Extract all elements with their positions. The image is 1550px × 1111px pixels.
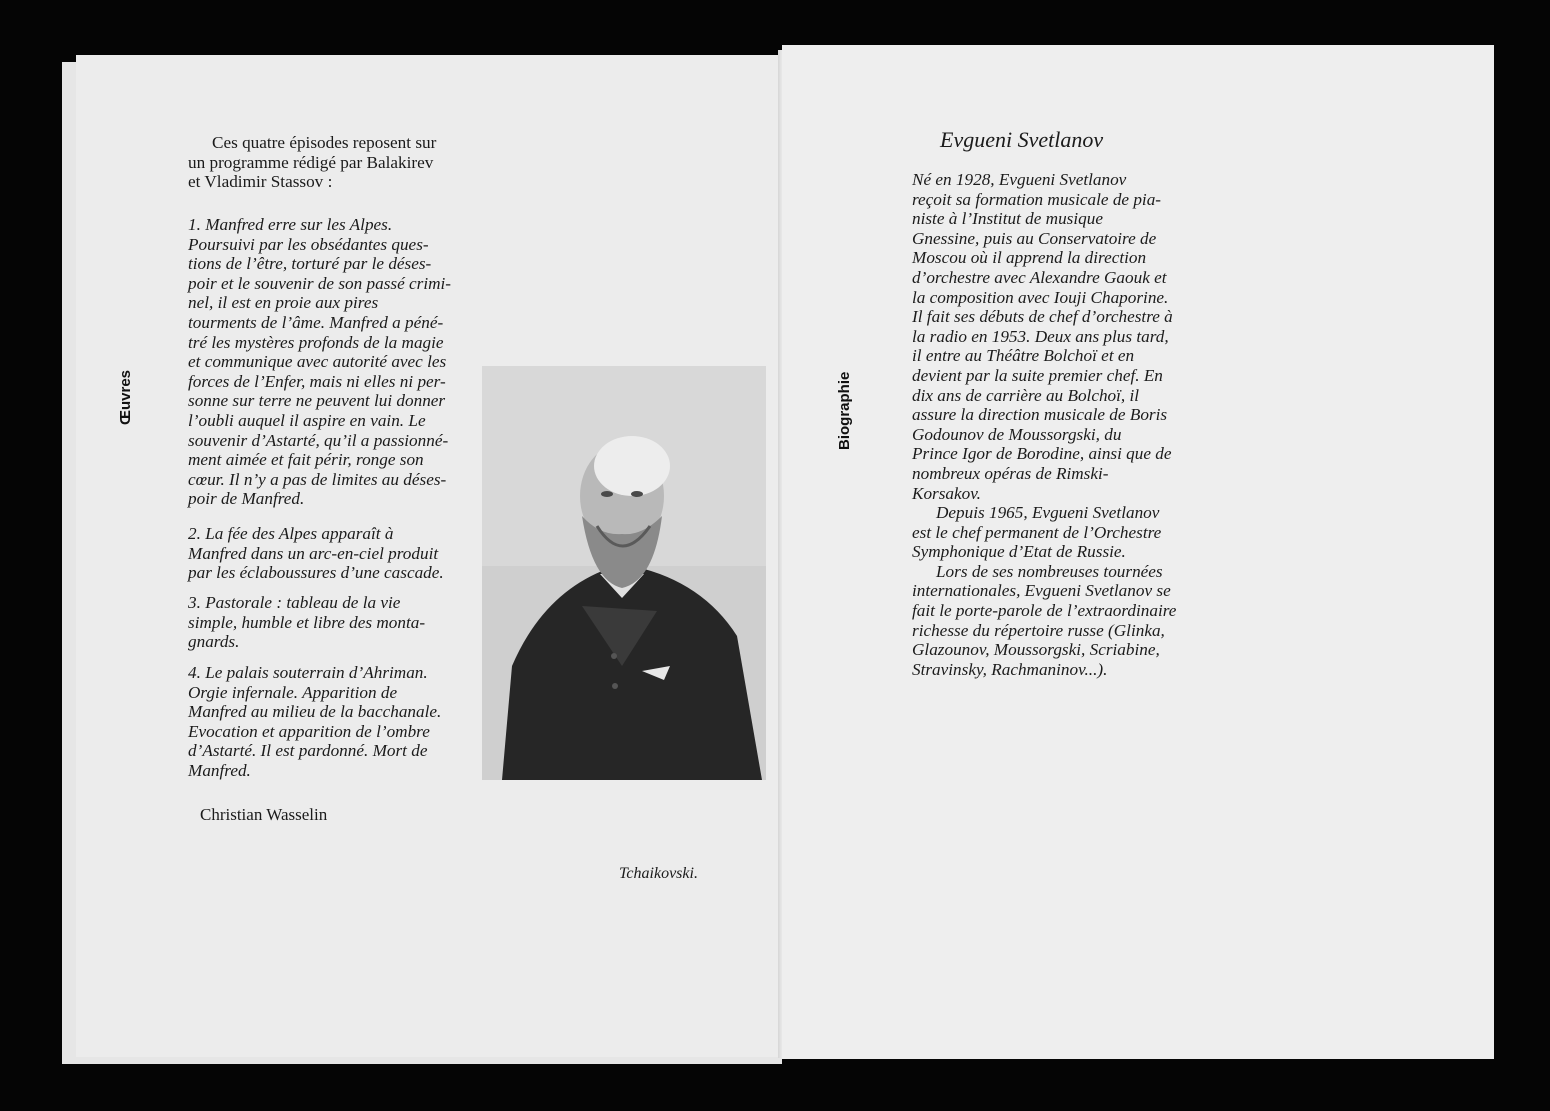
episode-line: 4. Le palais souterrain d’Ahriman.	[188, 663, 428, 682]
bio-line: dix ans de carrière au Bolchoï, il	[912, 385, 1140, 405]
episode-line: Manfred dans un arc-en-ciel produit	[188, 543, 439, 563]
episode-line: Manfred au milieu de la bacchanale.	[188, 702, 442, 722]
bio-line: Symphonique d’Etat de Russie.	[912, 542, 1126, 562]
episode-line: souvenir d’Astarté, qu’il a passionné-	[188, 430, 449, 450]
bio-line: assure la direction musicale de Boris	[912, 405, 1168, 425]
bio-line: Gnessine, puis au Conservatoire de	[912, 228, 1157, 248]
episode-line: nel, il est en proie aux pires	[188, 293, 379, 313]
photo-caption: Tchaikovski.	[619, 865, 698, 882]
bio-line: d’orchestre avec Alexandre Gaouk et	[912, 267, 1167, 287]
bio-line: Korsakov.	[912, 483, 981, 503]
episode-line: Orgie infernale. Apparition de	[188, 682, 398, 702]
episode-line: 3. Pastorale : tableau de la vie	[188, 593, 401, 612]
episode-line: gnards.	[188, 632, 240, 652]
episode-line: Evocation et apparition de l’ombre	[188, 721, 430, 741]
episode-1	[188, 215, 488, 509]
section-label-biographie: Biographie	[836, 371, 853, 450]
bio-line: la composition avec Iouji Chaporine.	[912, 287, 1169, 307]
episode-4	[188, 663, 488, 781]
author-name: Christian Wasselin	[200, 805, 328, 824]
episode-line: Poursuivi par les obsédantes ques-	[188, 234, 429, 254]
bio-line: Depuis 1965, Evgueni Svetlanov	[936, 503, 1160, 523]
left-page	[76, 55, 782, 1057]
episode-line: l’oubli auquel il aspire en vain. Le	[188, 410, 426, 430]
bio-line: la radio en 1953. Deux ans plus tard,	[912, 326, 1169, 346]
bio-line: Moscou où il apprend la direction	[912, 248, 1147, 268]
bio-line: Stravinsky, Rachmaninov...).	[912, 659, 1108, 679]
episode-line: 2. La fée des Alpes apparaît à	[188, 524, 394, 543]
bio-line: Lors de ses nombreuses tournées	[936, 561, 1163, 581]
bio-line: il entre au Théâtre Bolchoï et en	[912, 346, 1135, 366]
episode-line: tré les mystères profonds de la magie	[188, 332, 444, 352]
episode-line: Manfred.	[188, 760, 251, 780]
intro-paragraph	[188, 133, 488, 192]
section-label-oeuvres: Œuvres	[117, 369, 134, 425]
episode-2	[188, 524, 488, 583]
episode-line: poir et le souvenir de son passé crimi-	[188, 273, 452, 293]
intro-line: un programme rédigé par Balakirev	[188, 152, 434, 172]
bio-line: nombreux opéras de Rimski-	[912, 463, 1109, 483]
bio-line: Il fait ses débuts de chef d’orchestre à	[912, 307, 1173, 327]
right-page	[782, 45, 1494, 1059]
episode-line: sonne sur terre ne peuvent lui donner	[188, 391, 446, 411]
episode-line: tourments de l’âme. Manfred a péné-	[188, 312, 444, 332]
bio-line: reçoit sa formation musicale de pia-	[912, 189, 1162, 209]
intro-line: et Vladimir Stassov :	[188, 172, 333, 192]
bio-paragraph-1	[912, 170, 1212, 679]
bio-line: Godounov de Moussorgski, du	[912, 424, 1122, 444]
bio-line: Glazounov, Moussorgski, Scriabine,	[912, 640, 1160, 660]
intro-line: Ces quatre épisodes reposent sur	[212, 133, 437, 152]
tchaikovsky-portrait-photo	[482, 366, 766, 780]
episode-line: par les éclaboussures d’une cascade.	[188, 563, 444, 583]
bio-line: devient par la suite premier chef. En	[912, 365, 1163, 385]
portrait-drawing	[482, 366, 766, 780]
bio-line: internationales, Evgueni Svetlanov se	[912, 581, 1171, 601]
bio-line: Prince Igor de Borodine, ainsi que de	[912, 444, 1172, 464]
episode-line: 1. Manfred erre sur les Alpes.	[188, 215, 393, 234]
episode-line: d’Astarté. Il est pardonné. Mort de	[188, 741, 428, 761]
episode-line: simple, humble et libre des monta-	[188, 612, 426, 632]
episode-3	[188, 593, 488, 652]
episode-line: ment aimée et fait périr, ronge son	[188, 450, 424, 470]
episode-line: cœur. Il n’y a pas de limites au déses-	[188, 469, 447, 489]
episode-line: poir de Manfred.	[188, 489, 305, 509]
bio-line: est le chef permanent de l’Orchestre	[912, 522, 1162, 542]
biography-title: Evgueni Svetlanov	[940, 127, 1104, 152]
bio-line: richesse du répertoire russe (Glinka,	[912, 620, 1165, 640]
episode-line: et communique avec autorité avec les	[188, 352, 447, 372]
episode-line: tions de l’être, torturé par le déses-	[188, 254, 432, 274]
bio-line: Né en 1928, Evgueni Svetlanov	[912, 170, 1127, 189]
bio-line: fait le porte-parole de l’extraordinaire	[912, 601, 1177, 621]
episode-line: forces de l’Enfer, mais ni elles ni per-	[188, 371, 446, 391]
bio-line: niste à l’Institut de musique	[912, 209, 1103, 229]
